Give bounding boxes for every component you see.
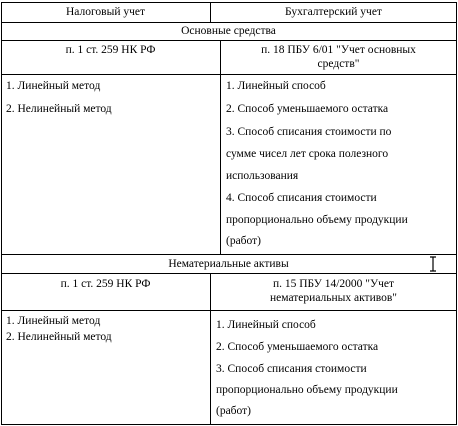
column-divider — [220, 40, 221, 254]
section-title-intangible-assets: Нематериальные активы — [168, 258, 289, 270]
fixed-assets-accounting-reference-line2: средств" — [317, 58, 360, 70]
row-divider — [1, 273, 456, 274]
intangible-assets-tax-method: 1. Линейный метод — [6, 315, 101, 327]
fixed-assets-accounting-method: сумме чисел лет срока полезного — [226, 148, 389, 160]
row-divider — [1, 22, 456, 23]
fixed-assets-accounting-reference-line1: п. 18 ПБУ 6/01 "Учет основных — [261, 44, 416, 56]
row-divider — [1, 254, 456, 255]
fixed-assets-accounting-method: пропорционально объему продукции — [226, 214, 408, 226]
intangible-assets-tax-method: 2. Нелинейный метод — [6, 331, 112, 343]
intangible-assets-tax-reference: п. 1 ст. 259 НК РФ — [60, 278, 151, 290]
fixed-assets-accounting-method: 3. Способ списания стоимости по — [226, 126, 392, 138]
table-border-right — [456, 2, 457, 425]
table-border-left — [1, 2, 2, 425]
row-divider — [1, 40, 456, 41]
header-tax-accounting: Налоговый учет — [65, 6, 146, 18]
header-bookkeeping: Бухгалтерский учет — [285, 6, 382, 18]
row-divider — [1, 310, 456, 311]
section-title-fixed-assets: Основные средства — [181, 25, 276, 37]
table-border-bottom — [1, 424, 456, 425]
row-divider — [1, 74, 456, 75]
intangible-assets-accounting-reference-line1: п. 15 ПБУ 14/2000 "Учет — [272, 278, 395, 290]
intangible-assets-accounting-method: пропорционально объему продукции — [216, 384, 398, 396]
intangible-assets-accounting-method: 3. Способ списания стоимости — [216, 363, 367, 375]
intangible-assets-accounting-reference-line2: нематериальных активов" — [270, 292, 397, 304]
intangible-assets-accounting-method: 2. Способ уменьшаемого остатка — [216, 341, 379, 353]
intangible-assets-accounting-method: (работ) — [216, 405, 251, 417]
fixed-assets-accounting-method: (работ) — [226, 235, 261, 247]
fixed-assets-accounting-method: использования — [226, 170, 299, 182]
fixed-assets-tax-method: 1. Линейный метод — [6, 80, 101, 92]
table-border-top — [1, 2, 456, 3]
fixed-assets-accounting-method: 1. Линейный способ — [226, 80, 326, 92]
intangible-assets-accounting-method: 1. Линейный способ — [216, 319, 316, 331]
fixed-assets-accounting-method: 4. Способ списания стоимости — [226, 192, 377, 204]
text-cursor-icon — [428, 256, 438, 272]
fixed-assets-tax-method: 2. Нелинейный метод — [6, 103, 112, 115]
fixed-assets-tax-reference: п. 1 ст. 259 НК РФ — [65, 44, 156, 56]
fixed-assets-accounting-method: 2. Способ уменьшаемого остатка — [226, 103, 389, 115]
